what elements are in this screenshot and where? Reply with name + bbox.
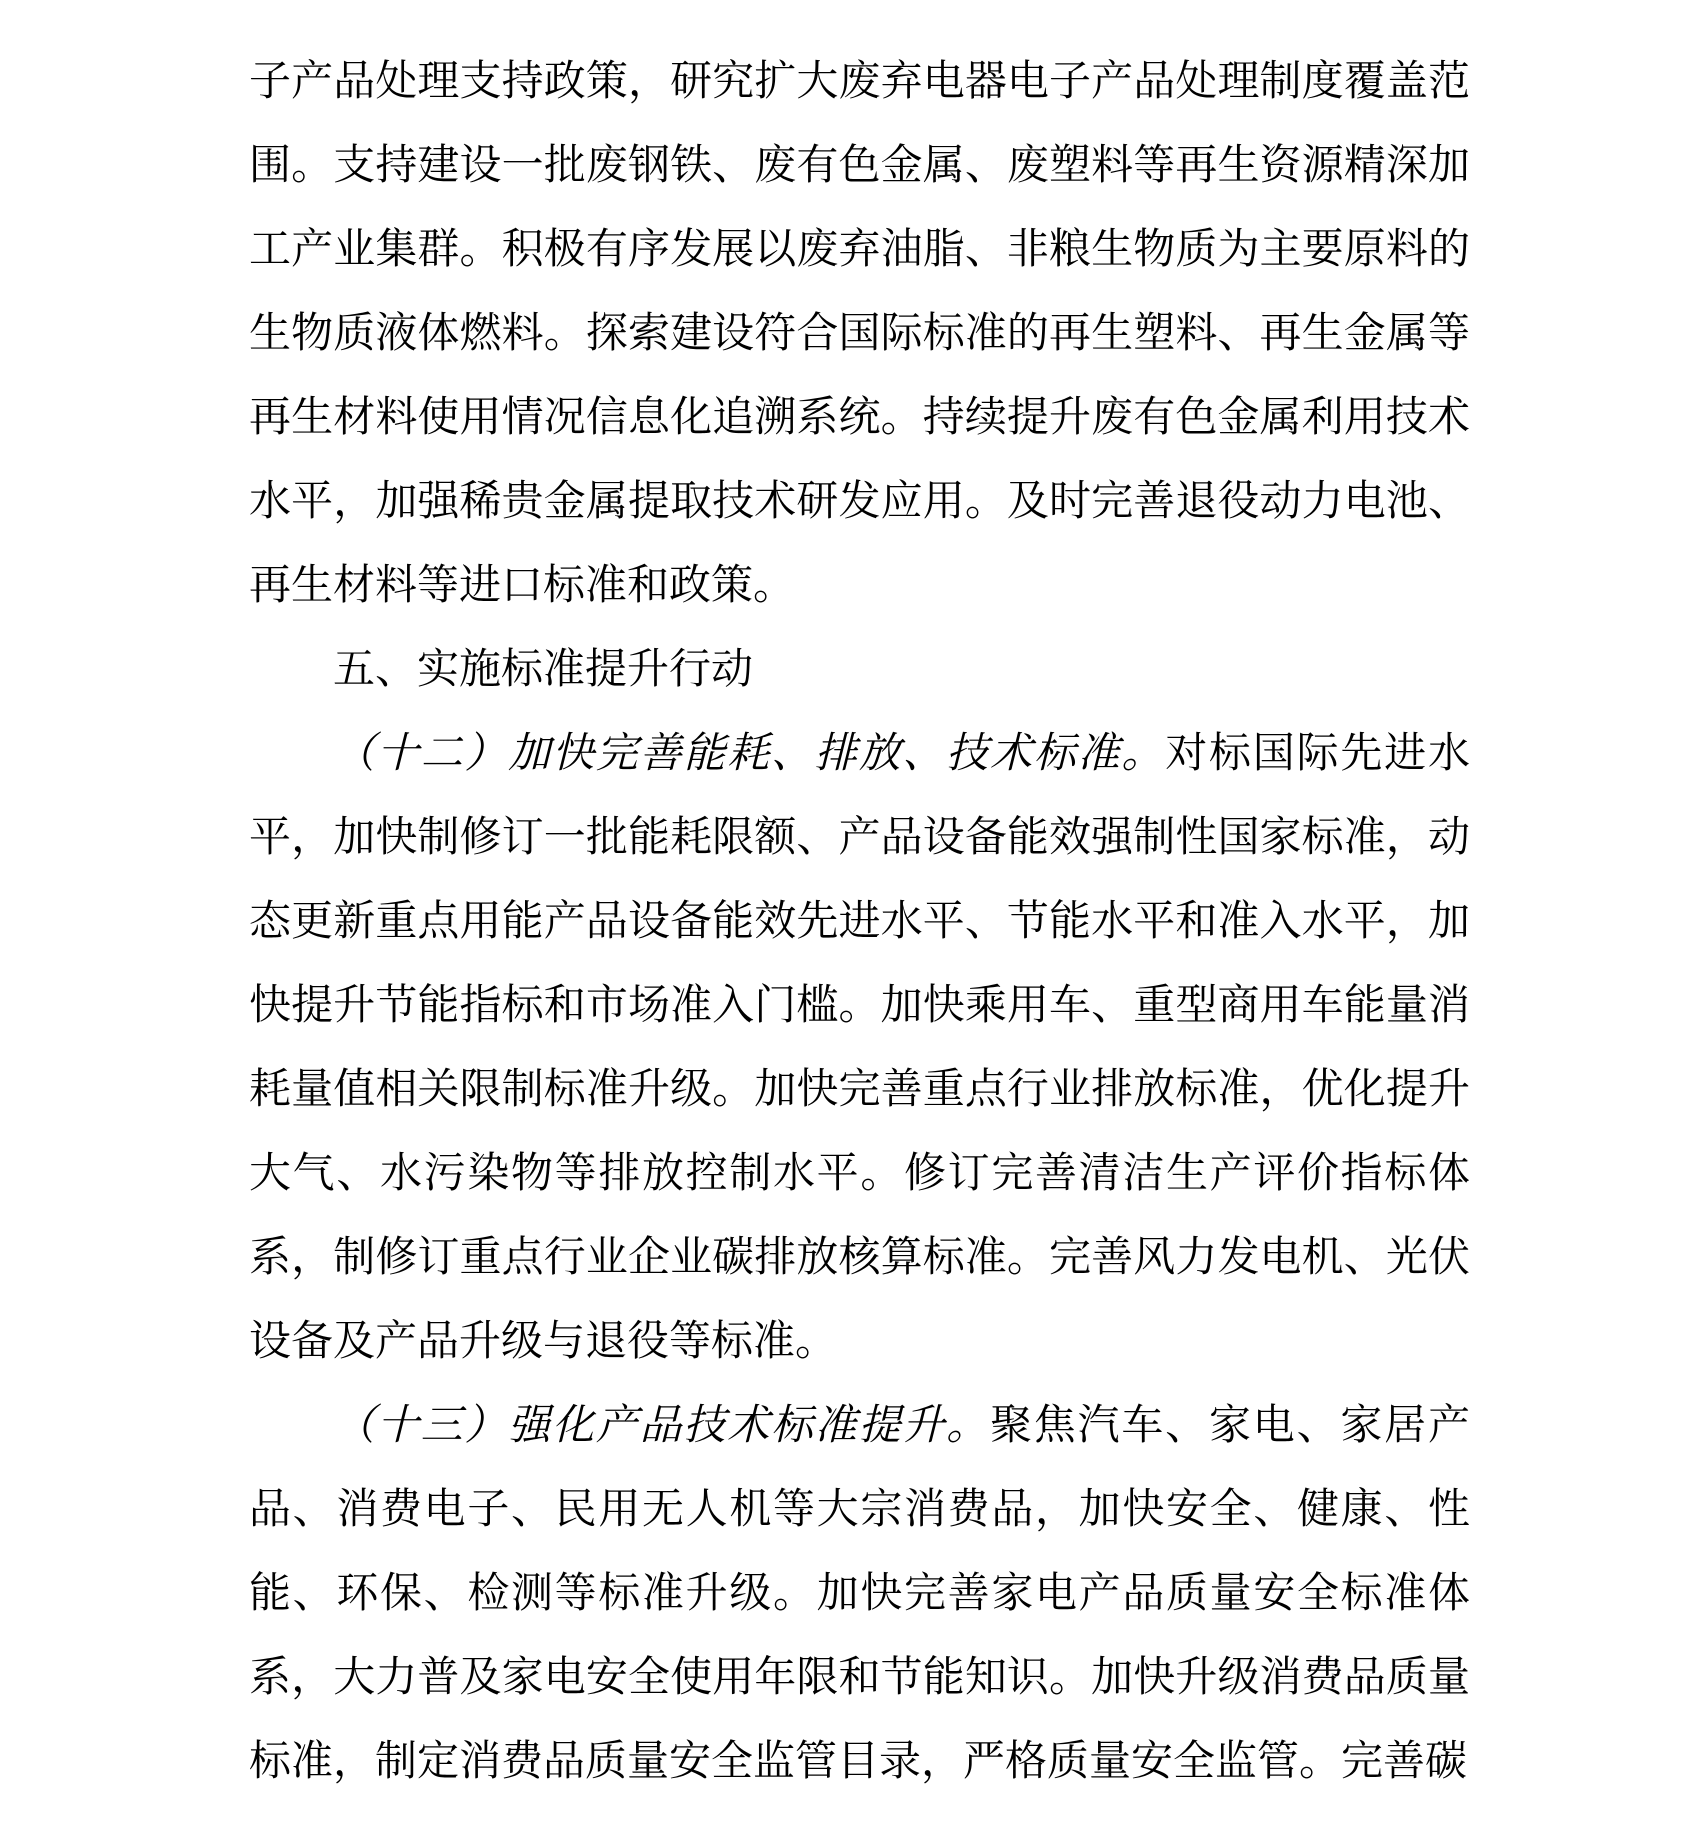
paragraph-recycling-continued: 子产品处理支持政策，研究扩大废弃电器电子产品处理制度覆盖范围。支持建设一批废钢铁、废有色金属、废塑料等再生资源精深加工产业集群。积极有序发展以废弃油脂、非粮生物质为主要原料的生物质液体燃料。探索建设符合国际标准的再生塑料、再生金属等再生材料使用情况信息化追溯系统。持续提升废有色金属利用技术水平，加强稀贵金属提取技术研发应用。及时完善退役动力电池、再生材料等进口标准和政策。 xyxy=(249,59,1470,609)
item-13-body-text: 聚焦汽车、家电、家居产品、消费电子、民用无人机等大宗消费品，加快安全、健康、性能、环保、检测等标准升级。加快完善家电产品质量安全标准体系，大力普及家电安全使用年限和节能知识。加快升级消费品质量标准，制定消费品质量安全监管目录，严格质量安全监管。完善碳 xyxy=(249,1403,1470,1785)
item-13-lead-sentence: （十三）强化产品技术标准提升。 xyxy=(333,1403,990,1449)
paragraph-item-13 xyxy=(249,1384,1470,1804)
item-12-body-text: 对标国际先进水平，加快制修订一批能耗限额、产品设备能效强制性国家标准，动态更新重点用能产品设备能效先进水平、节能水平和准入水平，加快提升节能指标和市场准入门槛。加快乘用车、重型商用车能量消耗量值相关限制标准升级。加快完善重点行业排放标准，优化提升大气、水污染物等排放控制水平。修订完善清洁生产评价指标体系，制修订重点行业企业碳排放核算标准。完善风力发电机、光伏设备及产品升级与退役等标准。 xyxy=(249,731,1470,1365)
item-12-lead-sentence: （十二）加快完善能耗、排放、技术标准。 xyxy=(333,731,1166,777)
section-heading-5: 五、实施标准提升行动 xyxy=(333,647,754,693)
paragraph-item-12 xyxy=(249,712,1470,1384)
